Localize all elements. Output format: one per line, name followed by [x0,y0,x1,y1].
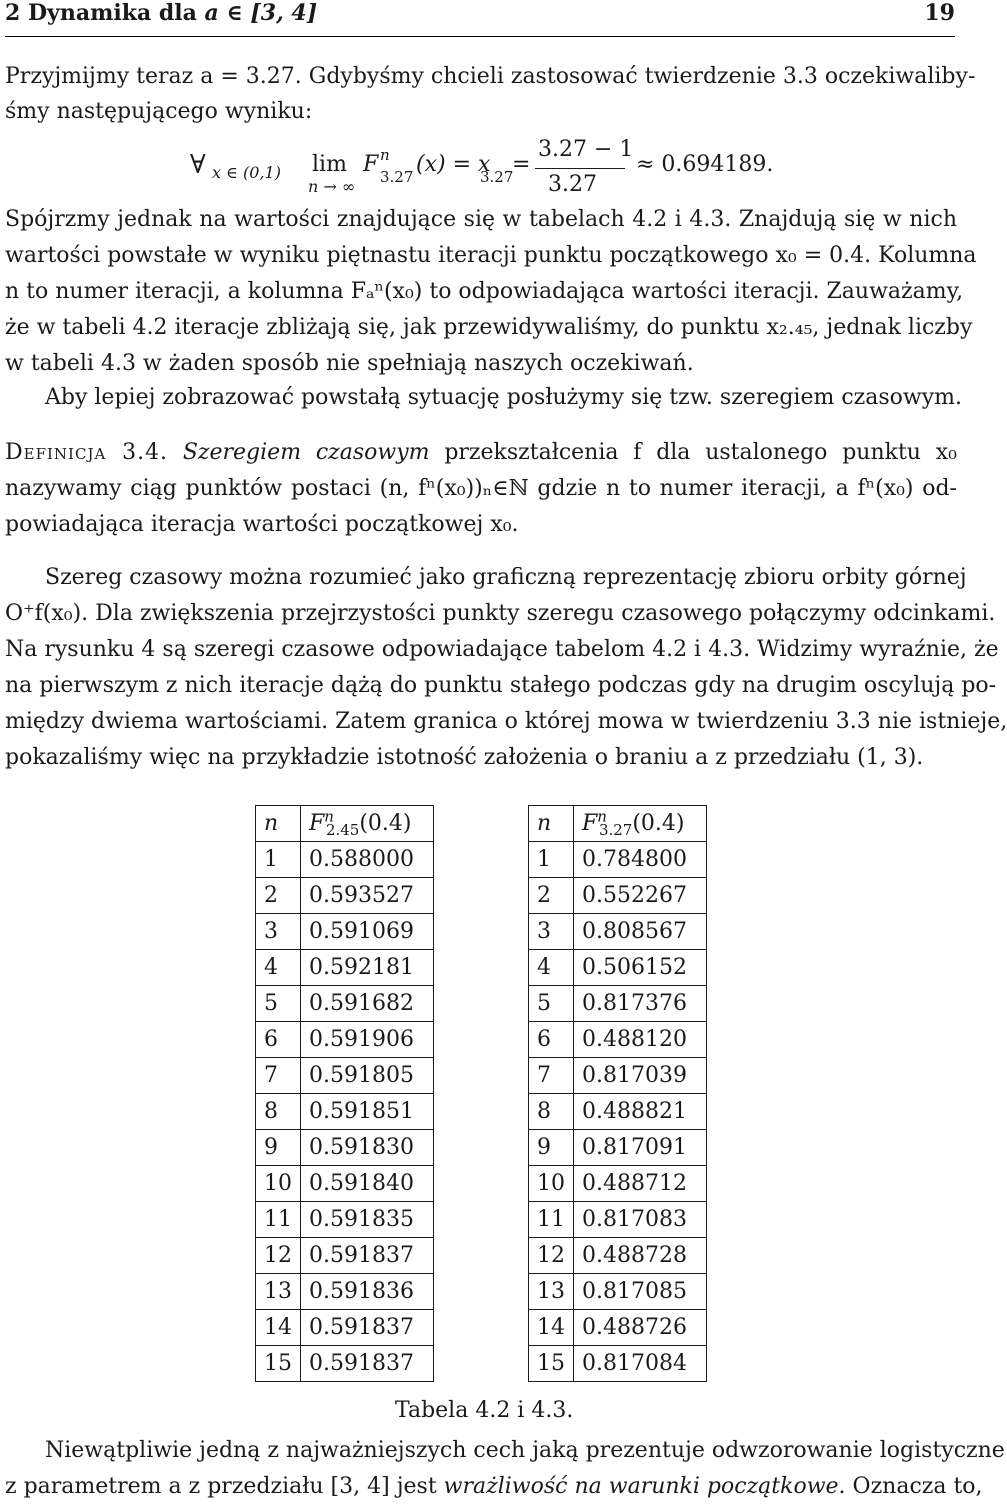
table-header-n: n [529,806,574,842]
iteration-value: 0.552267 [574,878,707,914]
running-header [5,0,825,28]
iteration-value: 0.506152 [574,950,707,986]
definition-label: Definicja 3.4. [5,440,169,465]
iteration-value: 0.591830 [301,1130,434,1166]
formula-lhs-sup: n [380,146,390,164]
iteration-number: 15 [256,1346,301,1382]
iteration-number: 8 [256,1094,301,1130]
table-f-3-27 [528,805,707,1382]
paragraph-line: na pierwszym z nich iteracje dążą do punktu stałego podczas gdy na drugim oscylują po- [5,673,997,698]
table-row [256,914,434,950]
table-row [529,950,707,986]
table-row [256,842,434,878]
iteration-value: 0.591836 [301,1274,434,1310]
definition-term: Szeregiem czasowym [182,440,430,465]
fraction-bar [535,168,625,169]
header-arg: (0.4) [632,811,685,836]
header-f: F [309,811,325,836]
table-row [529,842,707,878]
iteration-number: 2 [529,878,574,914]
formula-equals: = [512,152,531,177]
header-sub: 3.27 [598,821,633,840]
paragraph-line: pokazaliśmy więc na przykładzie istotność założenia o braniu a z przedziału (1, 3). [5,745,924,770]
iteration-value: 0.817084 [574,1346,707,1382]
table-header-n: n [256,806,301,842]
header-f: F [582,811,598,836]
table-row [529,1166,707,1202]
iteration-value: 0.488120 [574,1022,707,1058]
paragraph-line: wartości powstałe w wyniku piętnastu iteracji punktu początkowego x₀ = 0.4. Kolumna [5,243,977,268]
iteration-value: 0.817039 [574,1058,707,1094]
iteration-value: 0.784800 [574,842,707,878]
iteration-value: 0.808567 [574,914,707,950]
iteration-number: 3 [256,914,301,950]
table-caption: Tabela 4.2 i 4.3. [395,1398,574,1423]
iteration-number: 5 [256,986,301,1022]
iteration-number: 11 [256,1202,301,1238]
iteration-number: 1 [256,842,301,878]
iteration-number: 12 [256,1238,301,1274]
formula-lim: lim [312,152,347,177]
forall-symbol: ∀ [190,150,206,180]
emphasis-text: wrażliwość na warunki początkowe [443,1474,839,1499]
iteration-number: 8 [529,1094,574,1130]
iteration-value: 0.591840 [301,1166,434,1202]
table-header-row [256,806,434,842]
iteration-number: 11 [529,1202,574,1238]
paragraph-text: . Oznacza to, [838,1474,983,1499]
iteration-value: 0.488712 [574,1166,707,1202]
definition-line: nazywamy ciąg punktów postaci (n, fⁿ(x₀))ₙ∈ℕ gdzie n to numer iteracji, a fⁿ(x₀) od- [5,476,957,501]
formula-numerator: 3.27 − 1 [538,137,634,162]
iteration-number: 1 [529,842,574,878]
table-row [529,914,707,950]
section-math: a ∈ [3, 4] [204,0,318,26]
paragraph-line: Przyjmijmy teraz a = 3.27. Gdybyśmy chcieli zastosować twierdzenie 3.3 oczekiwaliby- [5,64,976,89]
table-row [529,878,707,914]
header-sup: n [597,807,607,826]
table-row [529,1274,707,1310]
iteration-value: 0.591805 [301,1058,434,1094]
formula-x-sub: 3.27 [480,168,514,186]
table-row [256,950,434,986]
iteration-number: 14 [256,1310,301,1346]
iteration-value: 0.488726 [574,1310,707,1346]
iteration-value: 0.592181 [301,950,434,986]
table-header-value [301,806,434,842]
table-row [529,1202,707,1238]
table-row [256,1274,434,1310]
table-row [529,1130,707,1166]
iteration-value: 0.591851 [301,1094,434,1130]
iteration-number: 6 [256,1022,301,1058]
iteration-number: 7 [256,1058,301,1094]
iteration-number: 10 [529,1166,574,1202]
table-row [529,1346,707,1382]
paragraph-line: Na rysunku 4 są szeregi czasowe odpowiadające tabelom 4.2 i 4.3. Widzimy wyraźnie, że [5,637,999,662]
table-row [256,986,434,1022]
table-header-row [529,806,707,842]
table-row [256,1166,434,1202]
header-sub: 2.45 [325,821,360,840]
iteration-number: 4 [256,950,301,986]
iteration-value: 0.817085 [574,1274,707,1310]
paragraph-line: Niewątpliwie jedną z najważniejszych cech jaką prezentuje odwzorowanie logistyczne [45,1438,1005,1463]
table-row [256,1094,434,1130]
table-row [256,1238,434,1274]
formula-lim-subscript: n → ∞ [308,177,356,196]
definition-text: przekształcenia f dla ustalonego punktu x₀ [444,440,957,465]
table-row [529,1094,707,1130]
iteration-number: 2 [256,878,301,914]
iteration-value: 0.591837 [301,1238,434,1274]
table-row [256,1346,434,1382]
table-f-2-45 [255,805,434,1382]
paragraph-line: Spójrzmy jednak na wartości znajdujące się w tabelach 4.2 i 4.3. Znajdują się w nich [5,207,957,232]
section-title: 2 Dynamika dla [5,0,205,26]
iteration-value: 0.588000 [301,842,434,878]
iteration-number: 3 [529,914,574,950]
table-row [529,1238,707,1274]
header-arg: (0.4) [359,811,412,836]
iteration-number: 7 [529,1058,574,1094]
iteration-number: 6 [529,1022,574,1058]
page-number: 19 [924,0,955,26]
paragraph-line: O⁺f(x₀). Dla zwiększenia przejrzystości punkty szeregu czasowego połączymy odcinkami. [5,601,996,626]
iteration-value: 0.817091 [574,1130,707,1166]
definition-line: powiadająca iteracja wartości początkowej x₀. [5,512,519,537]
formula-domain: x ∈ (0,1) [212,163,281,182]
paragraph-line: śmy następującego wyniku: [5,99,313,124]
header-sup: n [324,807,334,826]
iteration-value: 0.817376 [574,986,707,1022]
formula-lhs-rest: (x) = x [416,152,491,177]
iteration-value: 0.591837 [301,1346,434,1382]
formula-lhs-sub: 3.27 [380,168,414,186]
iteration-number: 10 [256,1166,301,1202]
iteration-number: 12 [529,1238,574,1274]
iteration-number: 9 [256,1130,301,1166]
iteration-number: 14 [529,1310,574,1346]
paragraph-line [5,1472,983,1502]
table-row [256,1022,434,1058]
formula-lhs-f: F [363,152,379,177]
paragraph-text: z parametrem a z przedziału [3, 4] jest [5,1474,444,1499]
definition-line [5,438,957,468]
table-row [529,1022,707,1058]
iteration-number: 5 [529,986,574,1022]
iteration-number: 13 [529,1274,574,1310]
paragraph-line: Aby lepiej zobrazować powstałą sytuację posłużymy się tzw. szeregiem czasowym. [45,385,963,410]
header-rule [5,36,955,37]
paragraph-line: że w tabeli 4.2 iteracje zbliżają się, jak przewidywaliśmy, do punktu x₂.₄₅, jednak liczby [5,315,973,340]
iteration-value: 0.591906 [301,1022,434,1058]
iteration-value: 0.591835 [301,1202,434,1238]
paragraph-line: n to numer iteracji, a kolumna Fₐⁿ(x₀) to odpowiadająca wartości iteracji. Zauważamy, [5,279,964,304]
formula-approx: ≈ 0.694189. [636,152,774,177]
paragraph-line: Szereg czasowy można rozumieć jako graficzną reprezentację zbioru orbity górnej [45,565,967,590]
iteration-value: 0.591837 [301,1310,434,1346]
iteration-number: 9 [529,1130,574,1166]
iteration-value: 0.593527 [301,878,434,914]
paragraph-line: między dwiema wartościami. Zatem granica o której mowa w twierdzeniu 3.3 nie istnieje, [5,709,1007,734]
paragraph-line: w tabeli 4.3 w żaden sposób nie spełniają naszych oczekiwań. [5,351,694,376]
iteration-value: 0.488728 [574,1238,707,1274]
iteration-number: 4 [529,950,574,986]
table-row [256,1202,434,1238]
iteration-number: 13 [256,1274,301,1310]
iteration-value: 0.817083 [574,1202,707,1238]
table-row [529,986,707,1022]
iteration-value: 0.488821 [574,1094,707,1130]
table-row [256,1310,434,1346]
iteration-value: 0.591682 [301,986,434,1022]
table-row [529,1058,707,1094]
iteration-number: 15 [529,1346,574,1382]
table-row [529,1310,707,1346]
table-row [256,1058,434,1094]
table-row [256,1130,434,1166]
table-row [256,878,434,914]
formula-denominator: 3.27 [548,172,597,197]
iteration-value: 0.591069 [301,914,434,950]
table-header-value [574,806,707,842]
